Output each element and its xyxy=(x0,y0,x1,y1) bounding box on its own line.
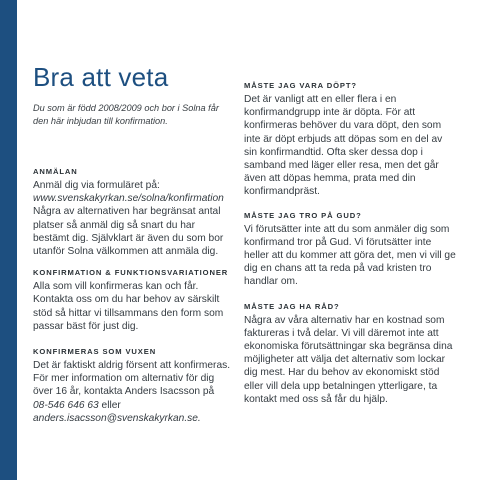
vuxen-body: Det är faktiskt aldrig försent att konfirmeras. För mer information om alternativ för dig över 16 år, kontakta Anders Isacsson på xyxy=(33,360,231,398)
right-column xyxy=(244,80,456,406)
left-column xyxy=(33,62,233,425)
variationer-body: Alla som vill konfirmeras kan och får. Kontakta oss om du har behov av särskilt stöd så hittar vi tillsammans den form som passar bäst för just dig. xyxy=(33,281,224,332)
anmalan-lead: Anmäl dig via formuläret på: xyxy=(33,180,160,191)
dopt-heading: MÅSTE JAG VARA DÖPT? xyxy=(244,81,357,90)
contact-email[interactable]: anders.isacsson@svenskakyrkan.se. xyxy=(33,412,201,424)
anmalan-text xyxy=(33,179,233,258)
rad-heading: MÅSTE JAG HA RÅD? xyxy=(244,301,340,311)
rad-body: Några av våra alternativ har en kostnad som faktureras i två delar. Vi vill däremot inte att ekonomiska förutsättningar ska begränsa dina möjligheter att välja det alternativ som lockar dig mest. Har du behov av ekonomiskt stöd eller vill dela upp betalningen ytterligare, ta kontakt med oss så får du hjälp. xyxy=(244,314,453,405)
section-gud xyxy=(244,210,456,289)
section-funktionsvariationer xyxy=(33,267,233,333)
anmalan-heading: ANMÄLAN xyxy=(33,167,78,176)
section-anmalan xyxy=(33,166,233,258)
section-vuxen xyxy=(33,346,233,425)
section-dopt xyxy=(244,80,456,199)
blue-side-stripe xyxy=(0,0,17,480)
registration-link[interactable]: www.svenskakyrkan.se/solna/konfirmation xyxy=(33,193,224,205)
dopt-body: Det är vanligt att en eller flera i en konfirmandgrupp inte är döpta. För att konfirmeras behöver du vara döpt, den som inte är döpt erbjuds att döpas som en del av sin konfirmandtid. Ofta sker dessa dop i samband med läger eller resa, men det går även att döpas hemma, prata med din konfirmandpräst. xyxy=(244,94,443,198)
vuxen-connector: eller xyxy=(98,399,121,411)
variationer-heading: KONFIRMATION & FUNKTIONSVARIATIONER xyxy=(33,268,229,278)
section-rad xyxy=(244,301,456,406)
contact-phone[interactable]: 08-546 646 63 xyxy=(33,399,99,411)
vuxen-text xyxy=(33,359,233,425)
anmalan-body: Några av alternativen har begränsat antal platser så anmäl dig så snart du har bestämt dig. Självklart är även du som bor utanför Solna välkommen att anmäla dig. xyxy=(33,206,224,258)
intro-text: Du som är född 2008/2009 och bor i Solna får den här inbjudan till konfirmation. xyxy=(33,103,219,126)
gud-heading: MÅSTE JAG TRO PÅ GUD? xyxy=(244,210,362,220)
vuxen-heading: KONFIRMERAS SOM VUXEN xyxy=(33,347,157,357)
gud-body: Vi förutsätter inte att du som anmäler dig som konfirmand tror på Gud. Vi förutsätter inte heller att du kommer att göra det, men vi vill ge dig en chans att ta reda på vad kristen tro handlar om. xyxy=(244,223,456,288)
page-title: Bra att veta xyxy=(33,62,169,92)
